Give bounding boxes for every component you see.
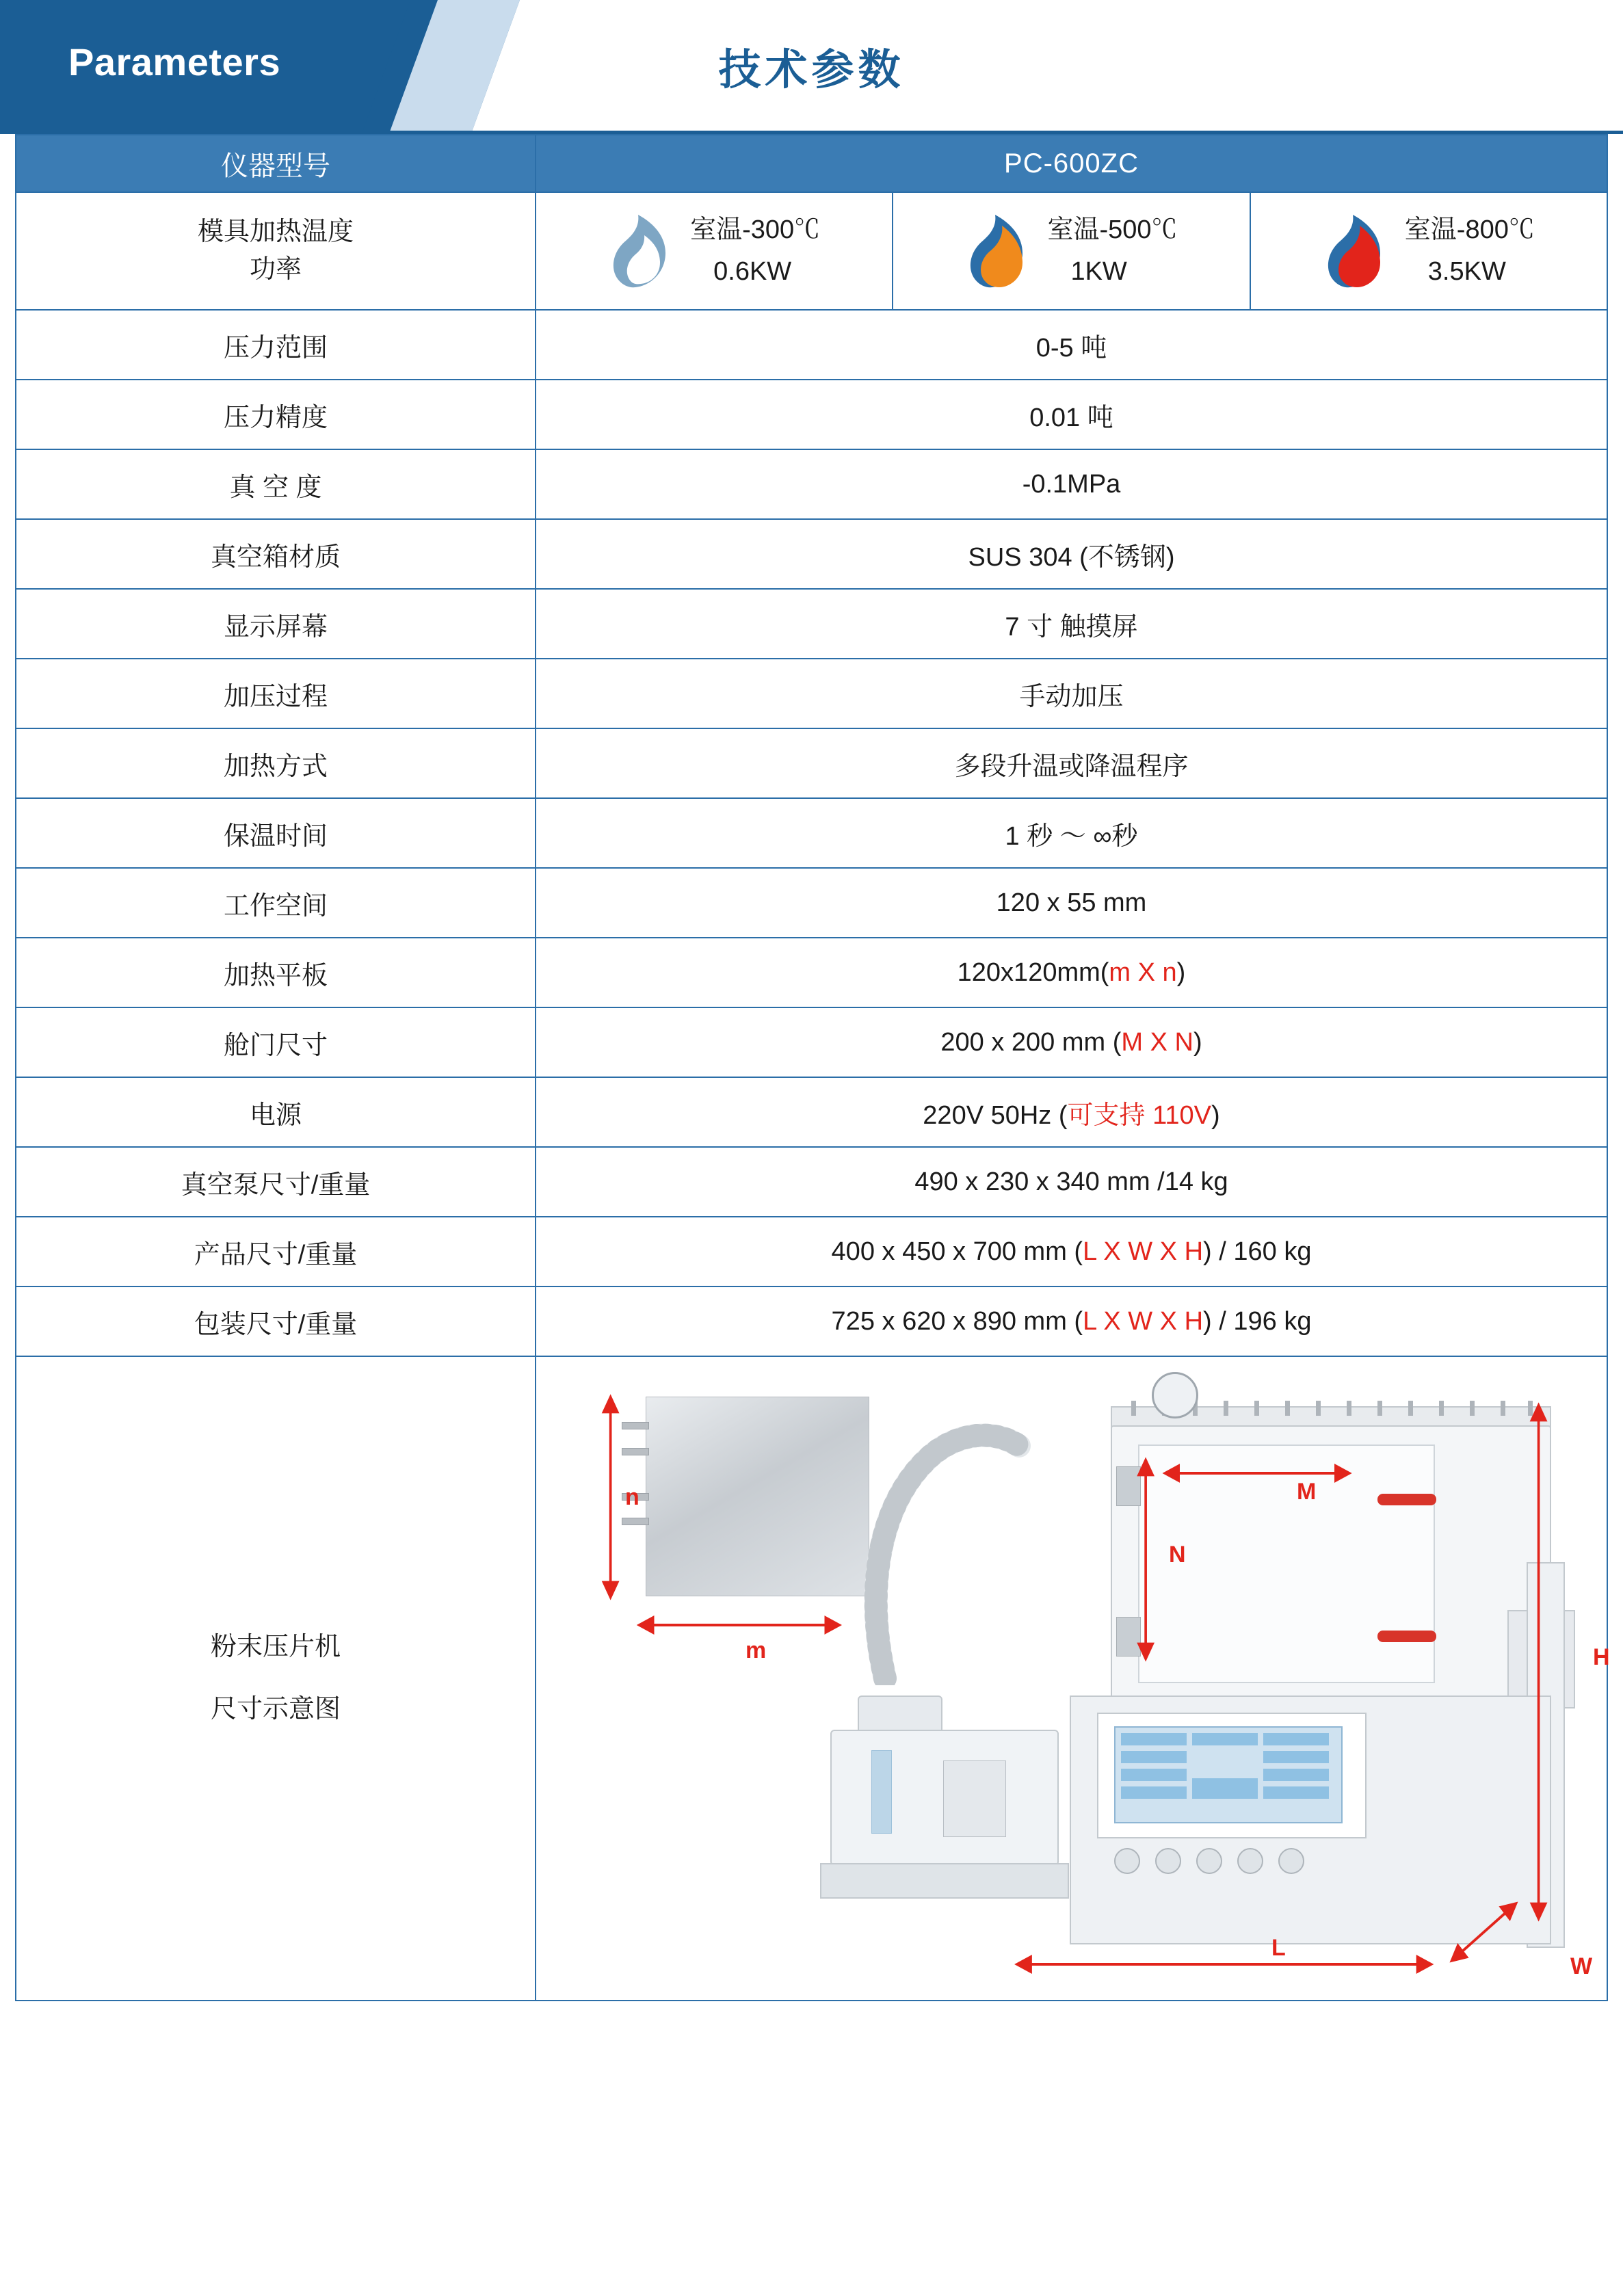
row-label: 舱门尺寸 <box>16 1007 536 1077</box>
table-row <box>16 1077 1607 1147</box>
table-row <box>16 1217 1607 1286</box>
row-label: 真空泵尺寸/重量 <box>16 1147 536 1217</box>
diagram-cell <box>536 1356 1610 2001</box>
row-value: 490 x 230 x 340 mm /14 kg <box>536 1147 1607 1217</box>
table-row <box>16 868 1607 938</box>
row-value-tail: ) / 160 kg <box>1203 1237 1312 1266</box>
heating-option-1 <box>536 192 893 310</box>
flame-icon <box>965 211 1036 291</box>
model-value: PC-600ZC <box>536 135 1607 192</box>
row-value <box>536 1217 1607 1286</box>
heating-option-1-power: 0.6KW <box>713 257 792 286</box>
row-label: 真空箱材质 <box>16 519 536 589</box>
table-row <box>16 728 1607 798</box>
heating-option-3 <box>1250 192 1607 310</box>
row-value-tail: ) <box>1193 1027 1202 1057</box>
row-value: SUS 304 (不锈钢) <box>536 519 1607 589</box>
heating-option-2 <box>893 192 1250 310</box>
table-row <box>16 310 1607 380</box>
row-value-highlight: L X W X H <box>1083 1306 1204 1336</box>
row-value: 7 寸 触摸屏 <box>536 589 1607 659</box>
heating-option-3-power: 3.5KW <box>1427 257 1506 286</box>
row-value: 手动加压 <box>536 659 1607 728</box>
dimension-label-n: n <box>625 1484 639 1510</box>
row-value-tail: ) <box>1176 958 1186 987</box>
heating-label <box>16 192 536 310</box>
row-label: 工作空间 <box>16 868 536 938</box>
row-value: 0-5 吨 <box>536 310 1607 380</box>
row-value <box>536 938 1607 1007</box>
model-label: 仪器型号 <box>16 135 536 192</box>
row-value: 1 秒 ～ ∞秒 <box>536 798 1607 868</box>
row-label: 产品尺寸/重量 <box>16 1217 536 1286</box>
row-label: 加热平板 <box>16 938 536 1007</box>
dimension-label-M: M <box>1297 1479 1317 1505</box>
row-label: 电源 <box>16 1077 536 1147</box>
page-header <box>0 0 1623 134</box>
machine-diagram <box>536 1357 1610 2000</box>
diagram-label-line2: 尺寸示意图 <box>210 1695 341 1724</box>
table-row-model <box>16 135 1607 192</box>
header-english-title: Parameters <box>68 40 281 83</box>
heating-option-2-temp: 室温-500℃ <box>1047 215 1178 245</box>
row-label: 包装尺寸/重量 <box>16 1286 536 1356</box>
heating-label-line2: 功率 <box>249 255 302 284</box>
row-value-main: 725 x 620 x 890 mm ( <box>831 1306 1083 1336</box>
row-value <box>536 1286 1607 1356</box>
row-label: 显示屏幕 <box>16 589 536 659</box>
table-row <box>16 519 1607 589</box>
row-label: 真 空 度 <box>16 449 536 519</box>
row-value <box>536 1007 1607 1077</box>
row-label: 压力精度 <box>16 380 536 449</box>
row-value-main: 400 x 450 x 700 mm ( <box>831 1237 1083 1266</box>
table-row <box>16 449 1607 519</box>
table-row <box>16 938 1607 1007</box>
header-underline <box>0 131 1623 134</box>
heating-option-1-temp: 室温-300℃ <box>690 215 821 245</box>
header-chinese-title: 技术参数 <box>718 47 905 94</box>
diagram-label <box>16 1356 536 2001</box>
row-label: 加热方式 <box>16 728 536 798</box>
row-value-main: 220V 50Hz ( <box>923 1100 1068 1130</box>
flame-icon <box>608 211 679 291</box>
dimension-arrows <box>536 1357 1607 2000</box>
table-row <box>16 589 1607 659</box>
row-value: -0.1MPa <box>536 449 1607 519</box>
row-value-highlight: L X W X H <box>1083 1237 1204 1266</box>
row-value: 多段升温或降温程序 <box>536 728 1607 798</box>
heating-option-2-power: 1KW <box>1070 257 1127 286</box>
row-value-highlight: m X n <box>1109 958 1177 987</box>
row-value-main: 120x120mm( <box>957 958 1109 987</box>
dimension-label-H: H <box>1593 1644 1610 1670</box>
dimension-label-W: W <box>1570 1953 1593 1979</box>
dimension-label-L: L <box>1271 1935 1286 1961</box>
row-value-main: 200 x 200 mm ( <box>940 1027 1122 1057</box>
table-row-diagram <box>16 1356 1607 2001</box>
row-value-tail: ) <box>1211 1100 1220 1130</box>
row-value-tail: ) / 196 kg <box>1203 1306 1312 1336</box>
heating-label-line1: 模具加热温度 <box>197 217 354 246</box>
dimension-label-m: m <box>745 1637 767 1663</box>
dimension-label-N: N <box>1169 1542 1186 1568</box>
diagram-label-line1: 粉末压片机 <box>210 1632 341 1661</box>
specification-table <box>15 134 1608 2001</box>
row-value <box>536 1077 1607 1147</box>
row-label: 加压过程 <box>16 659 536 728</box>
row-label: 保温时间 <box>16 798 536 868</box>
table-row-heating <box>16 192 1607 310</box>
table-row <box>16 1286 1607 1356</box>
row-label: 压力范围 <box>16 310 536 380</box>
row-value: 120 x 55 mm <box>536 868 1607 938</box>
table-row <box>16 798 1607 868</box>
row-value: 0.01 吨 <box>536 380 1607 449</box>
table-row <box>16 380 1607 449</box>
table-row <box>16 1147 1607 1217</box>
table-row <box>16 1007 1607 1077</box>
table-row <box>16 659 1607 728</box>
heating-option-3-temp: 室温-800℃ <box>1404 215 1535 245</box>
row-value-highlight: M X N <box>1121 1027 1193 1057</box>
row-value-highlight: 可支持 110V <box>1067 1100 1212 1130</box>
flame-icon <box>1323 211 1394 291</box>
